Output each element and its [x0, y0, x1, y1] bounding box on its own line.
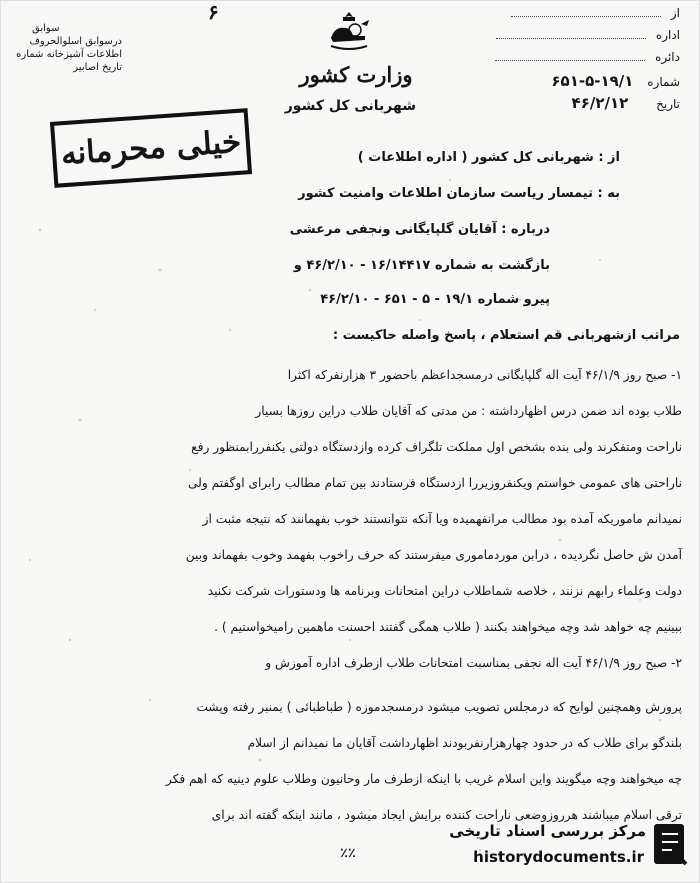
body-line-8: ببینیم چه خواهد شد وچه میخواهند بکنند ( طلاب همگی گفتند احسنت ماهمین رامیخواستیم ) . — [214, 620, 682, 634]
field-date — [430, 94, 680, 116]
field-number — [430, 72, 680, 94]
field-date-label: تاریخ — [656, 97, 680, 111]
field-number-value: ۱۹/۱-۵-۶۵۱ — [551, 72, 634, 90]
field-number-label: شماره — [647, 75, 680, 89]
note-line-3: تاریخ اصابیر — [73, 62, 122, 73]
body-line-4: ناراحتی های عمومی خواستم ویکنفروزیررا ازدستگاه فرستادند بین تمام مطالب رابرای اوگفتم ولی — [187, 476, 682, 490]
body-line-9: ۲- صبح روز ۴۶/۱/۹ آیت اله نجفی بمناسبت امتحانات طلاب ازطرف اداره آموزش و — [265, 656, 682, 670]
body-line-13: ترقی اسلام میباشند هرروزوضعی ناراحت کننده برایش ایجاد میشود ، مانند اینکه گفته اند برای — [211, 808, 682, 822]
note-line-1: درسوابق اسلوالحروف — [29, 36, 122, 47]
body-line-5: نمیدانم ماموریکه آمده بود مطالب مرانفهمیده ویا آنکه نتوانستند خوب بفهمانند که نتیجه مثبت از — [202, 512, 682, 526]
field-from-label: از — [670, 6, 680, 20]
body-line-2: طلاب بوده اند ضمن درس اظهارداشته : من مدتی که آقایان طلاب دراین روزها بسیار — [255, 404, 682, 418]
field-date-value: ۴۶/۲/۱۲ — [571, 94, 629, 112]
header-fields — [430, 6, 680, 116]
from-line: از : شهربانی کل کشور ( اداره اطلاعات ) — [357, 150, 620, 165]
field-from — [430, 6, 680, 28]
body-line-11: بلندگو برای طلاب که در حدود چهارهزارنفربودند اظهارداشت آقایان ما نمیدانم از اسلام — [247, 736, 682, 750]
field-office-dots — [496, 38, 646, 39]
body-line-3: ناراحت ومتفکرند ولی بنده بشخص اول مملکت تلگراف کرده وازدستگاه دولتی یکنفررابمنظور رفع — [191, 440, 682, 454]
reference-line-2: پیرو شماره ۱۹/۱ - ۵ - ۶۵۱ - ۴۶/۲/۱۰ — [320, 292, 550, 307]
department-title: شهربانی کل کشور — [284, 98, 416, 114]
lion-and-sun-emblem-icon — [325, 10, 373, 52]
field-from-dots — [511, 16, 661, 17]
intro-line: مراتب ازشهربانی قم استعلام ، پاسخ واصله حاکیست : — [332, 328, 680, 343]
subject-line: درباره : آقایان گلپایگانی ونجفی مرعشی — [289, 222, 550, 237]
watermark-url: historydocuments.ir — [473, 848, 644, 866]
page-footer-mark: ٪٪ — [340, 846, 356, 861]
classification-stamp: خیلی محرمانه — [50, 108, 252, 188]
watermark — [410, 808, 690, 878]
body-line-7: دولت وعلماء رابهم نزنند ، خلاصه شماطلاب دراین امتحانات وبرنامه ها ودستورات شرکت نکنید — [207, 584, 682, 598]
note-line-2: اطلاعات آشپزخانه شماره — [16, 49, 122, 60]
top-left-note — [12, 22, 122, 74]
watermark-logo-icon — [650, 820, 690, 868]
to-line: به : تیمسار ریاست سازمان اطلاعات وامنیت کشور — [298, 186, 620, 201]
field-office-label: اداره — [655, 28, 680, 42]
field-section — [430, 50, 680, 72]
reference-line-1: بازگشت به شماره ۱۶/۱۴۴۱۷ - ۴۶/۲/۱۰ و — [293, 258, 550, 273]
body-line-12: چه میخواهند وچه میگویند واین اسلام غریب با اینکه ازطرف مار وحانیون وطلاب علوم دینیه که اهم فکر — [165, 772, 682, 786]
corner-number: ۶ — [208, 0, 219, 24]
body-line-1: ۱- صبح روز ۴۶/۱/۹ آیت اله گلپایگانی درمسجداعظم باحضور ۳ هزارنفرکه اکثرا — [287, 368, 682, 382]
field-office — [430, 28, 680, 50]
field-section-label: دائره — [655, 50, 680, 64]
field-section-dots — [495, 60, 645, 61]
body-line-10: پرورش وهمچنین لوایح که درمجلس تصویب میشود درمسجدموزه ( طباطبائی ) بمنبر رفته وپشت — [196, 700, 682, 714]
body-line-6: آمدن ش حاصل نگردیده ، درابن موردماموری میفرستند که حرف راخوب بفهمد وخوب بفهماند وبین — [185, 548, 682, 562]
ministry-title: وزارت کشور — [299, 62, 413, 87]
watermark-title: مرکز بررسی اسناد تاریخی — [449, 822, 646, 840]
note-line-0: سوابق — [32, 23, 60, 34]
